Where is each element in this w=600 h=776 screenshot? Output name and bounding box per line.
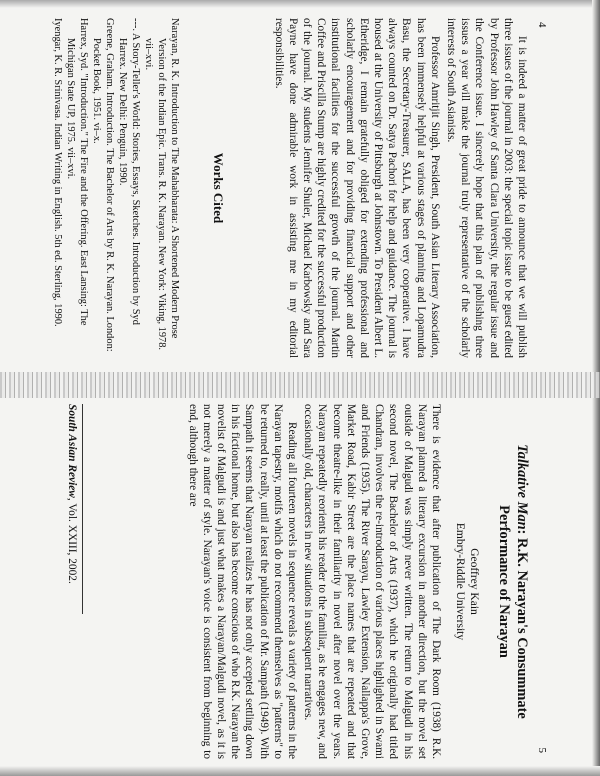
works-cited-title: Works Cited xyxy=(211,152,226,224)
author-name: Geoffrey Kain xyxy=(468,548,480,615)
journal-footer xyxy=(65,404,83,614)
paragraph: There is evidence that after publication of The Dark Room (1938) R.K. Narayan planned a literary excursion in another direction, but the novel set outside of Malgudi was simply never written. The return to Malgudi in his second novel, The Bachelor of Arts (1937), which he originally had titled Chandran, involves the re-introduction of various places highlighted in Swami and Friends (1935). The River Sarayu, Lawley Extension, Nallappa's Grove, Market Road, Kabir Street are the place names that are repeated and that become theatre-like in their familiarity in novel after novel over the years. Narayan repeatedly reorients his reader to the familiar, as he engages new, and occasionally old, characters in new situations in subsequent narratives. xyxy=(302,404,442,759)
page-number: 5 xyxy=(536,747,548,753)
journal-volume: , Vol. XXIII, 2002. xyxy=(66,497,78,584)
works-cited xyxy=(51,18,225,358)
paragraph: Reading all fourteen novels in sequence reveals a variety of patterns in the Narayan tapestry, motifs which do not recommend themselves as "patterns" to be returned to, really, until at least the publication of Mr. Sampath (1949). With Sampath it seems that Narayan realizes he has not only accepted settling down in his fictional home, but also has become conscious of who R.K. Narayan the novelist of Malgudi is and just what makes a Narayan/Malgudi novel, as it is not merely a matter of style. Narayan's voice is consistent from beginning to end, although there are xyxy=(186,404,298,759)
journal-name: South Asian Review xyxy=(66,404,78,498)
article-header xyxy=(453,404,531,759)
article-title xyxy=(495,404,531,759)
article-body xyxy=(183,404,443,759)
editorial-text xyxy=(269,18,529,358)
citation: Greene, Graham. Introduction. The Bachelor of Arts by R. K. Narayan. London: Pocket Book, 1951. vi–x. xyxy=(90,18,115,352)
right-page xyxy=(40,404,555,759)
citation: Harrex, Syd. "Introduction." The Fire and the Offering. East Lansing: The Michigan State UP, 1975. vii–xvi. xyxy=(64,18,89,326)
citation: Iyengar, K. R. Srinivasa. Indian Writing in English. 5th ed. Sterling, 1990. xyxy=(51,18,63,327)
left-page xyxy=(40,18,555,358)
author-affiliation: Embry-Riddle University xyxy=(453,522,466,641)
article-title-rest: : R.K. Narayan's Consummate Performance of Narayan xyxy=(496,505,530,719)
paragraph: It is indeed a matter of great pride to announce that we will publish three issues of the journal in 2003: the special topic issue to be guest edited by Professor John Hawley of Santa Clara University, the regular issue and the Conference issue. I sincerely hope that this plan of publishing three issues a year will make the journal truly representative of the scholarly interests of South Asianists. xyxy=(444,18,528,358)
citation: Narayan, R. K. Introduction to The Mahabharata: A Shortened Modern Prose Version of the Indian Epic. Trans. R. K. Narayan. New York: Viking, 1978. vii–xvi. xyxy=(142,18,180,351)
citation: ---. A Story-Teller's World: Stories, Essays, Sketches. Introduction by Syd Harrex. New Delhi: Penguin, 1990. xyxy=(116,18,141,325)
article-title-italic: Talkative Man xyxy=(514,444,530,530)
page-number: 4 xyxy=(536,22,548,28)
scan-edge-bottom xyxy=(0,766,600,776)
paragraph: Professor Amritjit Singh, President, South Asian Literary Association, has been immensely helpful at various stages of planning and Lopamudra Basu, the Secretary-Treasurer, SALA, has been very cooperative. I have always counted on Dr. Satya Pachori for help and guidance. The journal is housed at the University of Pittsburgh at Johnstown. To President Albert L. Etheridge, I remain gratefully obliged for extending professional and scholarly encouragement and for providing financial support and other institutional facilities for the successful growth of the journal. Martin Coffee and Priscilla Stump are highly credited for the successful production of the journal. My students Jennifer Shuler, Michael Karbowsky and Sara Payne have done admirable work in assisting me in my editorial responsibilities. xyxy=(272,18,441,358)
scan-edge-top xyxy=(0,0,600,8)
book-gutter xyxy=(0,372,600,398)
